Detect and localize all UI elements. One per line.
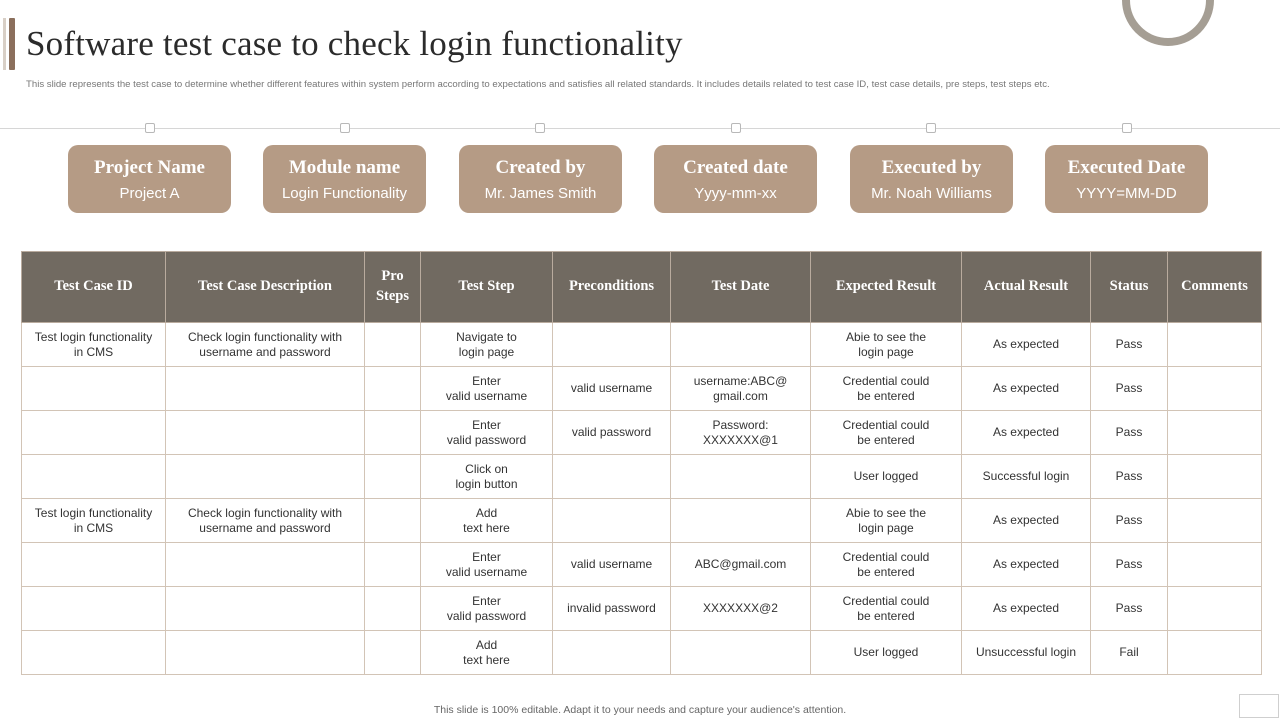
- timeline-line: [0, 128, 1280, 129]
- cell-test-step: Click on login button: [421, 455, 553, 499]
- timeline-dot: [535, 123, 545, 133]
- timeline-dot: [340, 123, 350, 133]
- cell-expected-result: Abie to see the login page: [811, 499, 962, 543]
- cell-test-step: Enter valid password: [421, 587, 553, 631]
- cell-pro-steps: [365, 631, 421, 675]
- header-preconditions: Preconditions: [553, 252, 671, 323]
- table-row: [22, 543, 1262, 587]
- table-row: [22, 455, 1262, 499]
- cell-preconditions: valid username: [553, 543, 671, 587]
- title-accent-bar: [9, 18, 15, 70]
- cell-test-case-description: [166, 367, 365, 411]
- slide-subtitle: This slide represents the test case to determine whether different features within system perform according to expectations and satisfies all related standards. It includes details related to test case ID, test case details, pre steps, test steps etc.: [26, 79, 1050, 90]
- cell-test-step: Add text here: [421, 499, 553, 543]
- cell-status: Pass: [1091, 455, 1168, 499]
- test-case-table: [21, 251, 1262, 675]
- table-header-row: [22, 252, 1262, 323]
- cell-test-date: ABC@gmail.com: [671, 543, 811, 587]
- timeline-dot: [1122, 123, 1132, 133]
- cell-test-case-id: [22, 411, 166, 455]
- table-row: [22, 323, 1262, 367]
- cell-expected-result: Abie to see the login page: [811, 323, 962, 367]
- cell-test-case-id: [22, 455, 166, 499]
- cell-actual-result: Successful login: [962, 455, 1091, 499]
- cell-test-date: username:ABC@ gmail.com: [671, 367, 811, 411]
- cell-test-case-description: [166, 587, 365, 631]
- cell-comments: [1168, 543, 1262, 587]
- cell-test-step: Enter valid password: [421, 411, 553, 455]
- table-row: [22, 499, 1262, 543]
- cell-expected-result: Credential could be entered: [811, 367, 962, 411]
- card-value: Mr. James Smith: [484, 185, 597, 202]
- cell-preconditions: valid password: [553, 411, 671, 455]
- header-pro-steps: Pro Steps: [365, 252, 421, 323]
- cell-status: Pass: [1091, 543, 1168, 587]
- cell-actual-result: As expected: [962, 411, 1091, 455]
- header-expected-result: Expected Result: [811, 252, 962, 323]
- cell-test-step: Enter valid username: [421, 543, 553, 587]
- cell-actual-result: As expected: [962, 587, 1091, 631]
- cell-preconditions: [553, 631, 671, 675]
- card-label: Module name: [288, 157, 401, 178]
- card-value: YYYY=MM-DD: [1076, 185, 1177, 202]
- cell-pro-steps: [365, 367, 421, 411]
- cell-pro-steps: [365, 587, 421, 631]
- cell-comments: [1168, 323, 1262, 367]
- cell-preconditions: invalid password: [553, 587, 671, 631]
- cell-preconditions: [553, 455, 671, 499]
- table-row: [22, 631, 1262, 675]
- card-value: Login Functionality: [281, 185, 408, 202]
- table-row: [22, 587, 1262, 631]
- corner-placeholder-box: [1239, 694, 1279, 718]
- cell-comments: [1168, 499, 1262, 543]
- cell-test-date: [671, 455, 811, 499]
- cell-preconditions: [553, 499, 671, 543]
- cell-test-date: [671, 499, 811, 543]
- info-card-module-name: [263, 145, 426, 213]
- cell-comments: [1168, 367, 1262, 411]
- timeline-dot: [926, 123, 936, 133]
- decorative-ring: [1122, 0, 1214, 46]
- cell-test-case-id: [22, 543, 166, 587]
- cell-test-case-description: [166, 631, 365, 675]
- cell-test-step: Enter valid username: [421, 367, 553, 411]
- slide-footer: This slide is 100% editable. Adapt it to your needs and capture your audience's attention.: [433, 704, 847, 716]
- cell-pro-steps: [365, 411, 421, 455]
- card-value: Project A: [119, 185, 180, 202]
- cell-test-case-description: Check login functionality with username and password: [166, 499, 365, 543]
- header-test-case-description: Test Case Description: [166, 252, 365, 323]
- cell-pro-steps: [365, 499, 421, 543]
- cell-test-case-description: Check login functionality with username and password: [166, 323, 365, 367]
- info-card-project-name: [68, 145, 231, 213]
- table-row: [22, 411, 1262, 455]
- header-test-date: Test Date: [671, 252, 811, 323]
- cell-status: Pass: [1091, 323, 1168, 367]
- cell-test-date: Password: XXXXXXX@1: [671, 411, 811, 455]
- cell-test-date: [671, 323, 811, 367]
- card-label: Executed by: [881, 157, 982, 178]
- cell-status: Pass: [1091, 367, 1168, 411]
- cell-actual-result: Unsuccessful login: [962, 631, 1091, 675]
- card-label: Executed Date: [1067, 157, 1186, 178]
- cell-test-case-description: [166, 411, 365, 455]
- cell-status: Pass: [1091, 499, 1168, 543]
- timeline-dot: [731, 123, 741, 133]
- cell-test-date: [671, 631, 811, 675]
- cell-test-case-description: [166, 455, 365, 499]
- cell-test-case-id: [22, 631, 166, 675]
- cell-actual-result: As expected: [962, 367, 1091, 411]
- cell-actual-result: As expected: [962, 499, 1091, 543]
- card-label: Created by: [495, 157, 586, 178]
- cell-comments: [1168, 587, 1262, 631]
- card-value: Yyyy-mm-xx: [694, 185, 777, 202]
- cell-comments: [1168, 631, 1262, 675]
- cell-status: Fail: [1091, 631, 1168, 675]
- cell-pro-steps: [365, 323, 421, 367]
- cell-test-case-id: [22, 367, 166, 411]
- cell-pro-steps: [365, 455, 421, 499]
- header-test-case-id: Test Case ID: [22, 252, 166, 323]
- cell-comments: [1168, 411, 1262, 455]
- cell-expected-result: User logged: [811, 455, 962, 499]
- header-status: Status: [1091, 252, 1168, 323]
- cell-test-case-id: [22, 587, 166, 631]
- cell-test-step: Add text here: [421, 631, 553, 675]
- cell-test-step: Navigate to login page: [421, 323, 553, 367]
- info-card-created-date: [654, 145, 817, 213]
- cell-status: Pass: [1091, 411, 1168, 455]
- cell-status: Pass: [1091, 587, 1168, 631]
- card-label: Created date: [683, 157, 788, 178]
- cell-actual-result: As expected: [962, 323, 1091, 367]
- timeline-dot: [145, 123, 155, 133]
- cell-preconditions: [553, 323, 671, 367]
- cell-pro-steps: [365, 543, 421, 587]
- info-card-created-by: [459, 145, 622, 213]
- cell-test-date: XXXXXXX@2: [671, 587, 811, 631]
- info-card-executed-date: [1045, 145, 1208, 213]
- cell-comments: [1168, 455, 1262, 499]
- slide-title: Software test case to check login functionality: [26, 24, 683, 63]
- header-actual-result: Actual Result: [962, 252, 1091, 323]
- cell-expected-result: Credential could be entered: [811, 411, 962, 455]
- cell-test-case-description: [166, 543, 365, 587]
- cell-expected-result: User logged: [811, 631, 962, 675]
- info-card-executed-by: [850, 145, 1013, 213]
- table-row: [22, 367, 1262, 411]
- cell-expected-result: Credential could be entered: [811, 543, 962, 587]
- header-comments: Comments: [1168, 252, 1262, 323]
- cell-expected-result: Credential could be entered: [811, 587, 962, 631]
- cell-preconditions: valid username: [553, 367, 671, 411]
- card-label: Project Name: [94, 157, 205, 178]
- cell-actual-result: As expected: [962, 543, 1091, 587]
- card-value: Mr. Noah Williams: [871, 185, 992, 202]
- cell-test-case-id: Test login functionality in CMS: [22, 323, 166, 367]
- header-test-step: Test Step: [421, 252, 553, 323]
- cell-test-case-id: Test login functionality in CMS: [22, 499, 166, 543]
